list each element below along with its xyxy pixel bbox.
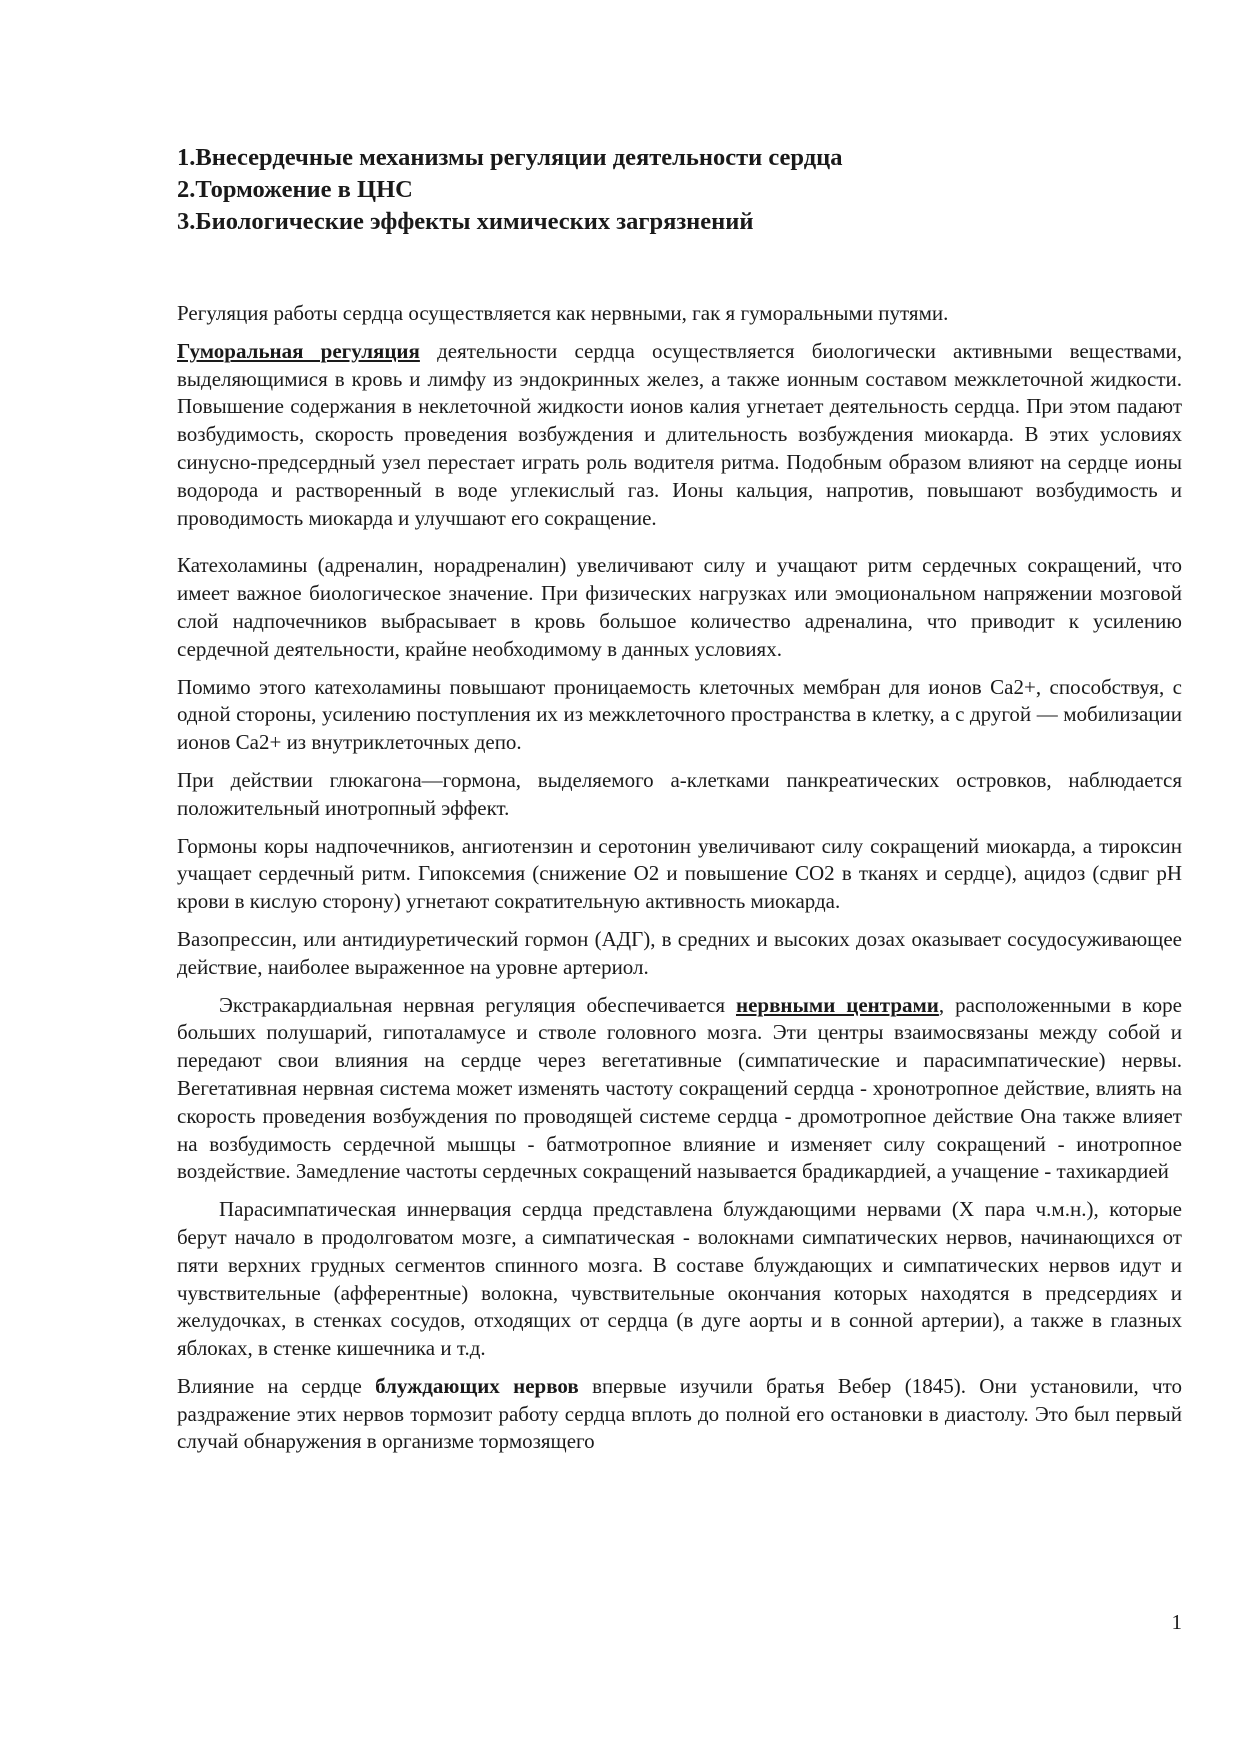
title-block <box>177 142 1077 238</box>
paragraph-calcium: Помимо этого катехоламины повышают проницаемость клеточных мембран для ионов Са2+, способствуя, с одной стороны, усилению поступления их из межклеточного пространства в клетку, а с другой — мобилизации ионов Са2+ из внутриклеточных депо. <box>177 674 1182 755</box>
paragraph-vasopressin: Вазопрессин, или антидиуретический гормон (АДГ), в средних и высоких дозах оказывает сосудосуживающее действие, наиболее выраженное на уровне артериол. <box>177 926 1182 979</box>
paragraph-extracardial-lead: Экстракардиальная нервная регуляция обеспечивается <box>219 992 736 1017</box>
page-number: 1 <box>1171 1610 1182 1634</box>
heading-2: 2.Торможение в ЦНС <box>177 176 413 203</box>
term-humoral-regulation: Гуморальная регуляция <box>177 338 420 363</box>
paragraph-vagus-lead: Влияние на сердце <box>177 1373 376 1398</box>
heading-1: 1.Внесердечные механизмы регуляции деятельности сердца <box>177 144 843 171</box>
paragraph-hormones: Гормоны коры надпочечников, ангиотензин и серотонин увеличивают силу сокращений миокарда, а тироксин учащает сердечный ритм. Гипоксемия (снижение О2 и повышение СО2 в тканях и сердце), ацидоз (сдвиг рН крови в кислую сторону) угнетают сократительную активность миокарда. <box>177 833 1182 914</box>
heading-3: 3.Биологические эффекты химических загрязнений <box>177 208 754 235</box>
paragraph-intro: Регуляция работы сердца осуществляется как нервными, гак я гуморальными путями. <box>177 301 949 325</box>
paragraph-humoral-text: деятельности сердца осуществляется биологически активными веществами, выделяющимися в кровь и лимфу из эндокринных желез, а также ионным составом межклеточной жидкости. Повышение содержания в неклеточной жидкости ионов калия угнетает деятельность сердца. При этом падают возбудимость, скорость проведения возбуждения и длительность возбуждения миокарда. В этих условиях синусно-предсердный узел перестает играть роль водителя ритма. Подобным образом влияют на сердце ионы водорода и растворенный в воде углекислый газ. Ионы кальция, напротив, повышают возбудимость и проводимость миокарда и улучшают его сокращение. <box>177 338 1182 530</box>
paragraph-vagus-text: впервые изучили братья Вебер (1845). Они установили, что раздражение этих нервов тормозит работу сердца вплоть до полной его остановки в диастолу. Это был первый случай обнаружения в организме тормозящего <box>177 1373 1183 1454</box>
paragraph-extracardial-text: , расположенными в коре больших полушарий, гипоталамусе и стволе головного мозга. Эти центры взаимосвязаны между собой и передают свои влияния на сердце через вегетативные (симпатические и парасимпатические) нервы. Вегетативная нервная система может изменять частоту сокращений сердца - хронотропное действие, влиять на скорость проведения возбуждения по проводящей системе сердца - дромотропное действие Она также влияет на возбудимость сердечной мышцы - батмотропное влияние и изменяет силу сокращений - инотропное воздействие. Замедление частоты сердечных сокращений называется брадикардией, а учащение - тахикардией <box>177 992 1183 1184</box>
paragraph-humoral <box>177 338 1182 533</box>
body-text <box>177 300 1182 1456</box>
term-vagus-nerves: блуждающих нервов <box>375 1373 579 1398</box>
term-nerve-centers: нервными центрами <box>735 992 939 1017</box>
paragraph-glucagon: При действии глюкагона—гормона, выделяемого а-клетками панкреатических островков, наблюдается положительный инотропный эффект. <box>177 767 1182 820</box>
paragraph-extracardial <box>177 992 1182 1187</box>
paragraph-catecholamines: Катехоламины (адреналин, норадреналин) увеличивают силу и учащают ритм сердечных сокращений, что имеет важное биологическое значение. При физических нагрузках или эмоциональном напряжении мозговой слой надпочечников выбрасывает в кровь большое количество адреналина, что приводит к усилению сердечной деятельности, крайне необходимому в данных условиях. <box>177 553 1182 661</box>
paragraph-vagus <box>177 1373 1182 1456</box>
paragraph-parasympathetic: Парасимпатическая иннервация сердца представлена блуждающими нервами (X пара ч.м.н.), которые берут начало в продолговатом мозге, а симпатическая - волокнами симпатических нервов, начинающихся от пяти верхних грудных сегментов спинного мозга. В составе блуждающих и симпатических нервов идут и чувствительные (афферентные) волокна, чувствительные окончания которых находятся в предсердиях и желудочках, в стенках сосудов, отходящих от сердца (в дуге аорты и в сонной артерии), а также в глазных яблоках, в стенке кишечника и т.д. <box>177 1197 1182 1361</box>
